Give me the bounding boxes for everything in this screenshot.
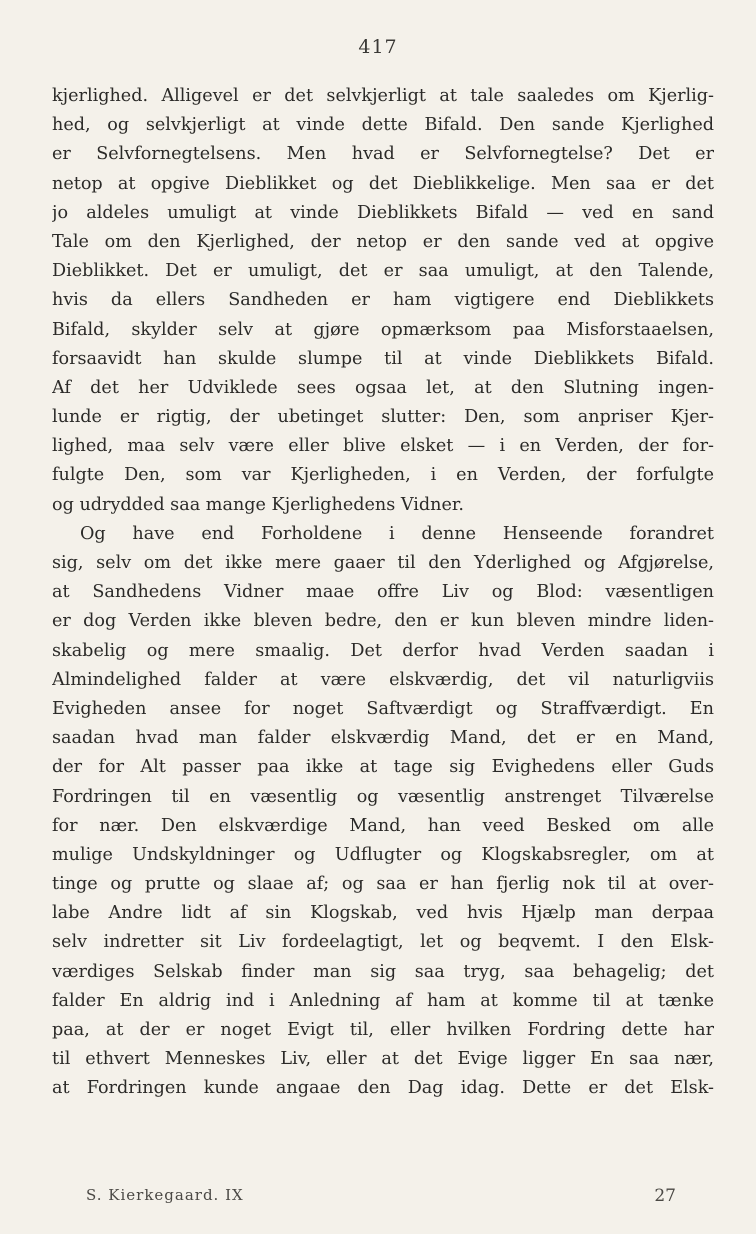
text-line: tinge og prutte og slaae af; og saa er han fjerlig nok til at over-: [52, 874, 714, 895]
text-line: sig, selv om det ikke mere gaaer til den Yderlighed og Afgjørelse,: [52, 553, 714, 573]
text-line: at Sandhedens Vidner maae offre Liv og Blod: væsentligen: [52, 582, 714, 603]
body-text: [52, 82, 714, 1104]
text-line: Bifald, skylder selv at gjøre opmærksom paa Misforstaaelsen,: [52, 319, 714, 340]
text-line: paa, at der er noget Evigt til, eller hvilken Fordring dette har: [52, 1020, 714, 1040]
text-line: labe Andre lidt af sin Klogskab, ved hvis Hjælp man derpaa: [52, 903, 714, 924]
text-line: Af det her Udviklede sees ogsaa let, at den Slutning ingen-: [52, 377, 714, 398]
text-line: er Selvfornegtelsens. Men hvad er Selvfornegtelse? Det er: [52, 144, 714, 165]
text-line: Og have end Forholdene i denne Henseende forandret: [80, 523, 714, 544]
page-footer: [86, 1186, 676, 1210]
text-line: saadan hvad man falder elskværdig Mand, det er en Mand,: [52, 728, 714, 749]
text-line: fulgte Den, som var Kjerligheden, i en Verden, der forfulgte: [52, 465, 714, 486]
text-line: værdiges Selskab finder man sig saa tryg, saa behagelig; det: [52, 961, 714, 982]
text-line: er dog Verden ikke bleven bedre, den er kun bleven mindre liden-: [52, 611, 714, 632]
text-line: mulige Undskyldninger og Udflugter og Klogskabsregler, om at: [52, 844, 714, 865]
text-line: jo aldeles umuligt at vinde Dieblikkets Bifald — ved en sand: [52, 202, 714, 223]
text-line: netop at opgive Dieblikket og det Dieblikkelige. Men saa er det: [52, 173, 714, 194]
text-line: kjerlighed. Alligevel er det selvkjerligt at tale saaledes om Kjerlig-: [52, 86, 714, 106]
page-number: 417: [358, 36, 398, 58]
text-line: til ethvert Menneskes Liv, eller at det Evige ligger En saa nær,: [52, 1049, 714, 1070]
text-line: for nær. Den elskværdige Mand, han veed Besked om alle: [52, 815, 714, 836]
text-line: at Fordringen kunde angaae den Dag idag. Dette er det Elsk-: [52, 1078, 714, 1099]
text-line: og udrydded saa mange Kjerlighedens Vidner.: [52, 494, 464, 515]
text-line: lunde er rigtig, der ubetinget slutter: Den, som anpriser Kjer-: [52, 407, 714, 428]
text-line: lighed, maa selv være eller blive elsket — i en Verden, der for-: [52, 436, 714, 457]
text-line: Tale om den Kjerlighed, der netop er den sande ved at opgive: [52, 231, 714, 252]
text-line: hvis da ellers Sandheden er ham vigtigere end Dieblikkets: [52, 290, 714, 311]
text-line: skabelig og mere smaalig. Det derfor hvad Verden saadan i: [52, 640, 714, 661]
signature-mark: S. Kierkegaard. IX: [86, 1186, 244, 1204]
sheet-number: 27: [654, 1186, 676, 1206]
text-line: Dieblikket. Det er umuligt, det er saa umuligt, at den Talende,: [52, 261, 714, 282]
text-line: Evigheden ansee for noget Saftværdigt og Straffværdigt. En: [52, 698, 714, 719]
text-line: hed, og selvkjerligt at vinde dette Bifald. Den sande Kjerlighed: [52, 115, 714, 136]
text-line: selv indretter sit Liv fordeelagtigt, let og beqvemt. I den Elsk-: [52, 932, 714, 953]
text-line: Almindelighed falder at være elskværdig, det vil naturligviis: [52, 669, 714, 690]
text-line: Fordringen til en væsentlig og væsentlig anstrenget Tilværelse: [52, 786, 714, 807]
text-line: falder En aldrig ind i Anledning af ham at komme til at tænke: [52, 990, 714, 1011]
text-line: forsaavidt han skulde slumpe til at vinde Dieblikkets Bifald.: [52, 348, 714, 369]
text-line: der for Alt passer paa ikke at tage sig Evighedens eller Guds: [52, 757, 714, 778]
